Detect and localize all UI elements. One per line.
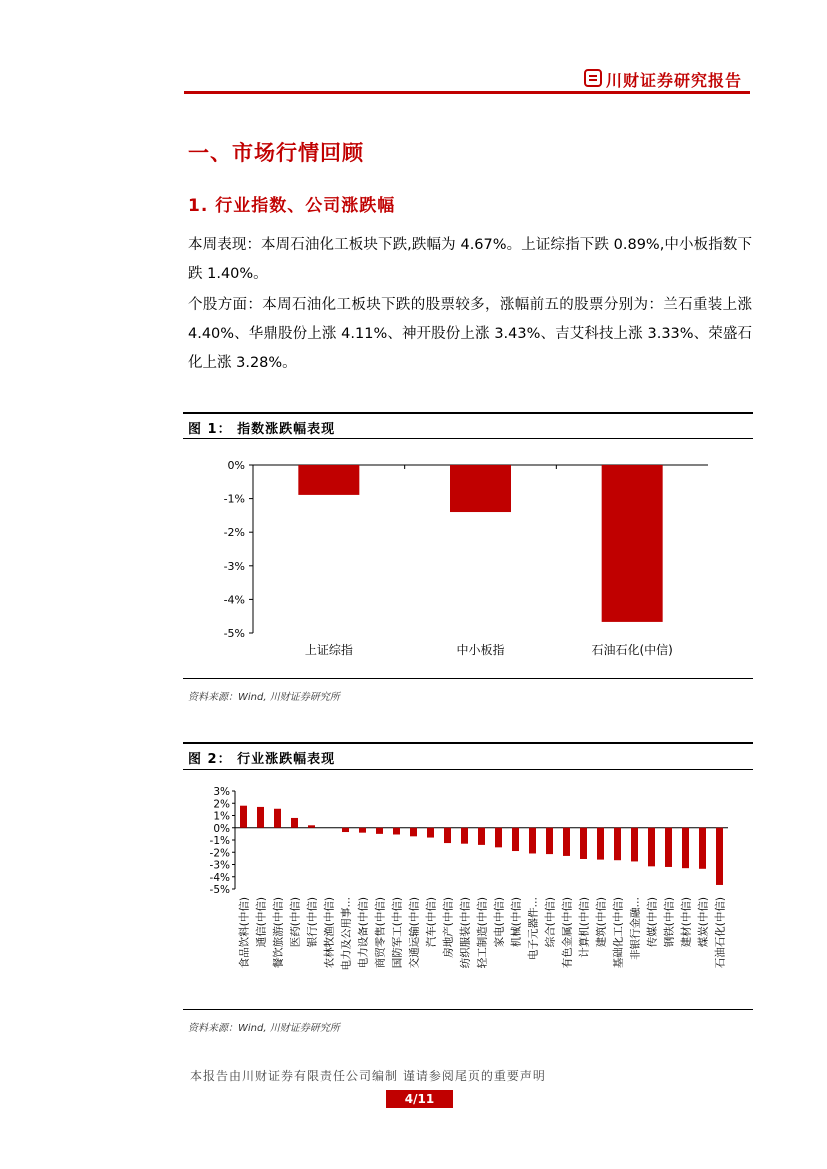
x-tick-label: 农林牧渔(中信) [323,897,336,969]
x-tick-label: 上证综指 [304,643,353,657]
bar [563,828,570,856]
x-tick-label: 钢铁(中信) [663,897,676,948]
x-tick-label: 家电(中信) [493,897,506,948]
x-tick-label: 电力及公用事… [340,897,353,971]
bar [274,809,281,828]
bar [359,828,366,833]
x-tick-label: 房地产(中信) [442,897,455,958]
header-rule [184,91,750,94]
bar [682,828,689,868]
x-tick-label: 煤炭(中信) [697,897,710,948]
bar [597,828,604,860]
bar [376,828,383,834]
bar [240,806,247,828]
index-change-chart [183,448,753,670]
x-tick-label: 医药(中信) [289,897,302,948]
y-tick-label: 0% [213,822,230,835]
y-tick-label: -5% [209,884,230,896]
x-tick-label: 石油石化(中信) [591,643,673,657]
x-tick-label: 国防军工(中信) [391,897,404,969]
bar [716,828,723,885]
y-tick-label: -3% [209,859,230,872]
y-tick-label: -4% [209,871,230,884]
logo-icon [584,69,602,87]
x-tick-label: 机械(中信) [510,897,523,948]
figure1-bottom-rule [183,678,753,679]
bar [648,828,655,867]
x-tick-label: 非银行金融… [629,897,642,960]
bar [631,828,638,862]
x-tick-label: 食品饮料(中信) [238,897,251,969]
bar [291,818,298,828]
bar [512,828,519,851]
x-tick-label: 综合(中信) [544,897,557,948]
header-title: 川财证券研究报告 [606,71,743,90]
x-tick-label: 计算机(中信) [578,897,591,958]
bar [393,828,400,835]
x-tick-label: 汽车(中信) [425,897,438,948]
x-tick-label: 电子元器件… [527,897,540,960]
figure2-title-rule [183,769,753,770]
x-tick-label: 建材(中信) [680,897,693,948]
figure2-top-rule [183,742,753,744]
y-tick-label: 1% [213,810,230,823]
x-tick-label: 轻工制造(中信) [476,897,489,969]
figure2-source: 资料来源：Wind, 川财证券研究所 [188,1023,340,1034]
y-tick-label: 2% [213,798,230,811]
y-tick-label: 3% [213,786,230,798]
x-tick-label: 通信(中信) [255,897,268,948]
bar [602,465,663,622]
x-tick-label: 中小板指 [456,643,505,657]
footer-disclaimer: 本报告由川财证券有限责任公司编制 谨请参阅尾页的重要声明 [190,1069,546,1083]
bar [342,828,349,832]
x-tick-label: 纺织服装(中信) [459,897,472,969]
subsection-title: 1. 行业指数、公司涨跌幅 [188,196,396,216]
x-tick-label: 交通运输(中信) [408,897,421,969]
page-number: 4/11 [386,1090,453,1108]
bar [450,465,511,512]
bar [546,828,553,854]
y-tick-label: -1% [209,835,230,847]
bar [298,465,359,495]
y-tick-label: -3% [223,559,245,573]
x-tick-label: 基础化工(中信) [612,897,625,969]
x-tick-label: 商贸零售(中信) [374,897,387,969]
y-tick-label: -1% [223,492,245,506]
section-title: 一、市场行情回顾 [188,141,364,165]
y-tick-label: 0% [227,459,245,472]
y-tick-label: -4% [223,593,245,607]
industry-change-chart [183,776,753,1006]
x-tick-label: 有色金属(中信) [561,897,574,969]
paragraph-weekly-performance: 本周表现：本周石油化工板块下跌,跌幅为 4.67%。上证综指下跌 0.89%,中小板指数下跌 1.40%。 [188,237,752,282]
bar [478,828,485,845]
bar [614,828,621,860]
x-tick-label: 建筑(中信) [595,897,608,948]
bar [665,828,672,867]
figure2-bottom-rule [183,1009,753,1010]
bar [495,828,502,848]
y-tick-label: -2% [209,847,230,860]
x-tick-label: 电力设备(中信) [357,897,370,969]
bar [580,828,587,859]
bar [410,828,417,837]
x-tick-label: 餐饮旅游(中信) [272,897,285,969]
x-tick-label: 银行(中信) [306,897,319,948]
figure1-top-rule [183,412,753,414]
paragraph-stock-movers: 个股方面：本周石油化工板块下跌的股票较多，涨幅前五的股票分别为：兰石重装上涨 4.40%、华鼎股份上涨 4.11%、神开股份上涨 3.43%、吉艾科技上涨 3.33%、荣盛石化上涨 3.28%。 [188,297,752,371]
bar [461,828,468,844]
figure1-source: 资料来源：Wind, 川财证券研究所 [188,692,340,703]
bar [257,807,264,828]
y-tick-label: -5% [223,627,245,640]
figure1-title-rule [183,438,753,439]
bar [308,825,315,827]
figure1-title: 图 1： 指数涨跌幅表现 [188,422,336,437]
x-tick-label: 石油石化(中信) [714,897,727,969]
x-tick-label: 传媒(中信) [646,897,659,948]
y-tick-label: -2% [223,526,245,540]
bar [444,828,451,843]
figure2-title: 图 2： 行业涨跌幅表现 [188,752,336,767]
bar [427,828,434,838]
bar [529,828,536,854]
bar [699,828,706,869]
